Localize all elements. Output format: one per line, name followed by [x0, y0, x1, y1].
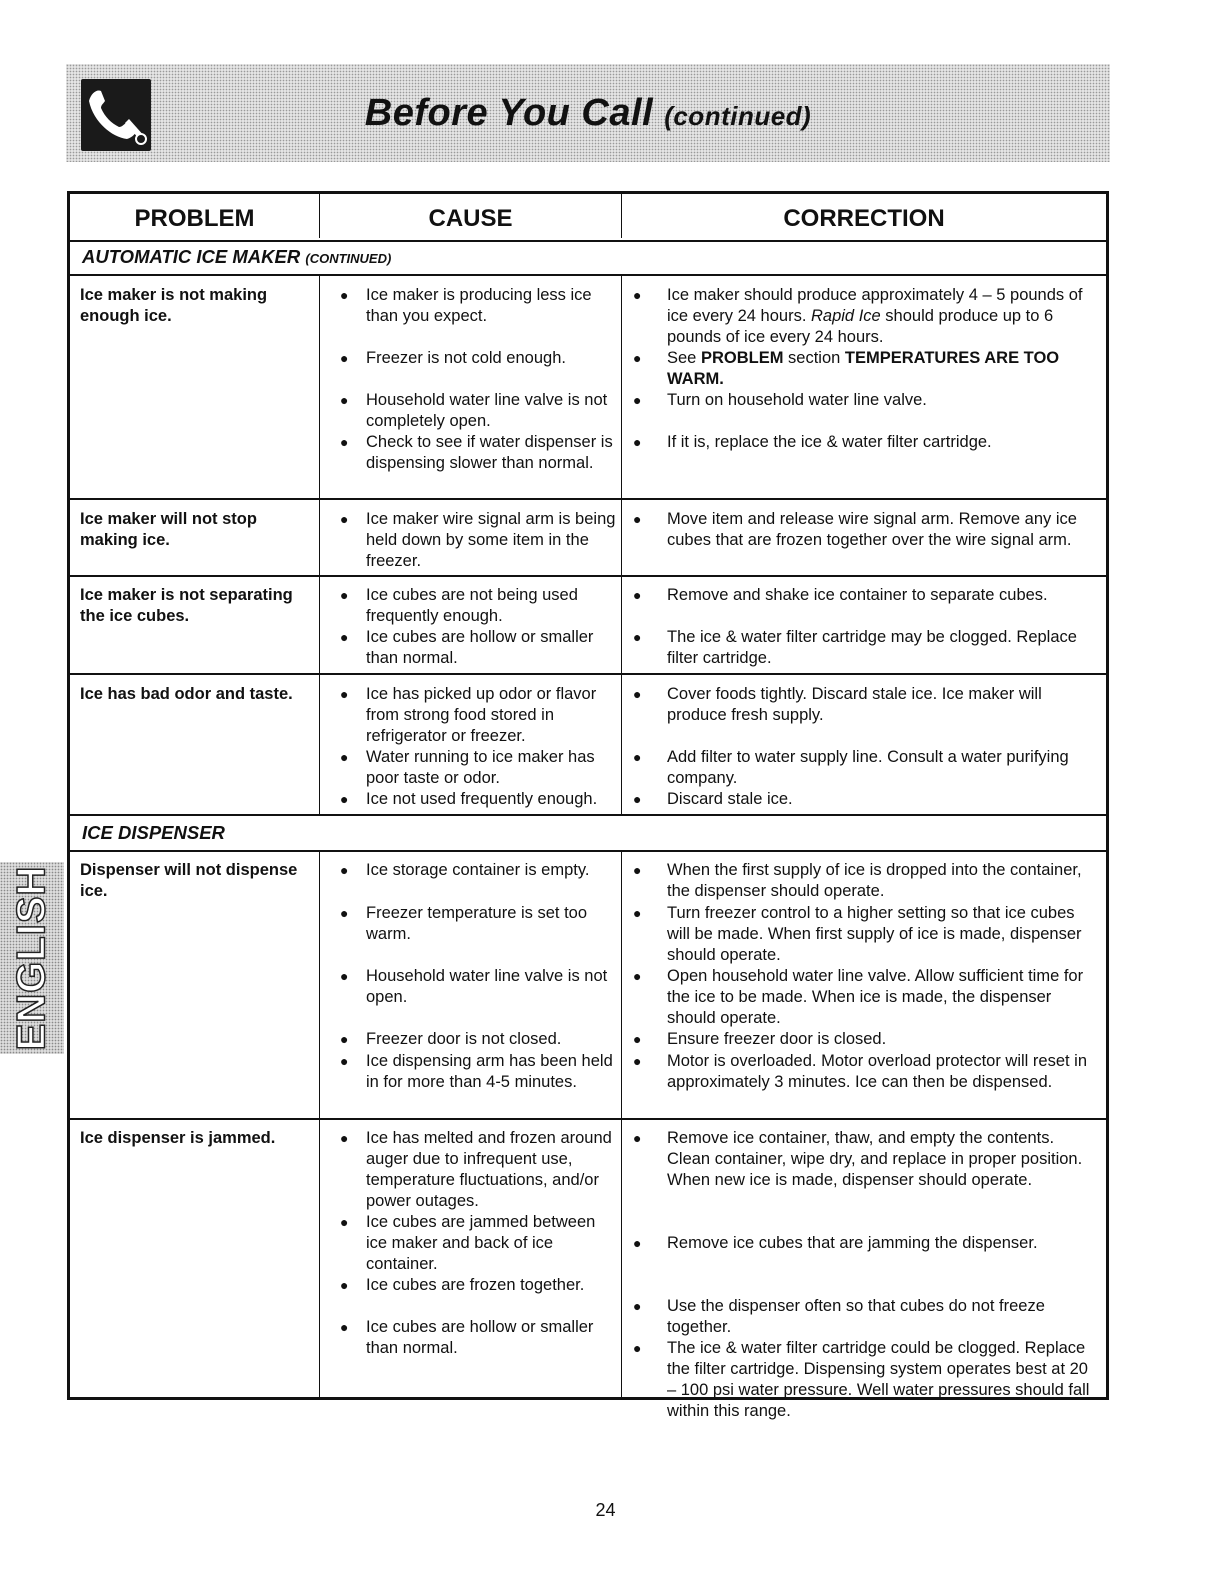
cause-text: Ice has melted and frozen around auger due to infrequent use, temperature fluctuations, and/or power outages. — [366, 1129, 612, 1210]
row-divider — [70, 1118, 1106, 1120]
language-tab — [0, 862, 64, 1054]
correction-text: Discard stale ice. — [667, 790, 793, 808]
column-divider — [319, 274, 320, 814]
language-tab-label: ENGLISH — [9, 865, 54, 1051]
cause-text: Water running to ice maker has poor taste or odor. — [366, 748, 595, 787]
section-row — [70, 240, 1106, 276]
page-number: 24 — [595, 1500, 616, 1520]
cause-text: Freezer temperature is set too warm. — [366, 904, 588, 943]
correction-text: Remove ice cubes that are jamming the dispenser. — [667, 1234, 1038, 1252]
column-divider — [621, 850, 622, 1400]
cause-text: Freezer door is not closed. — [366, 1030, 562, 1048]
section-title: ICE DISPENSER — [82, 822, 225, 843]
cause-text: Ice maker is producing less ice than you expect. — [366, 286, 592, 325]
correction-text: Turn on household water line valve. — [667, 391, 927, 409]
cause-text: Ice storage container is empty. — [366, 861, 590, 879]
problem-text: Ice dispenser is jammed. — [80, 1129, 276, 1147]
correction-text: Ice maker should produce approximately 4 – 5 pounds of ice every 24 hours. Rapid Ice should produce up to 6 pounds of ice every 24 hours. — [667, 286, 1083, 346]
troubleshooting-table: PROBLEM CAUSE CORRECTION AUTOMATIC ICE MAKER (CONTINUED) Ice maker is not making enough ice. ● Ice maker is producing less ice than you expect. ● Freezer is not cold enough. ● Household water line valve is not completely open. ● Check to see if water dispenser is dispensing slower than normal. ● Ice maker should produce approximately 4 – 5 pounds of ice every 24 hours. Rapid Ice should produce up to 6 pounds of ice every 24 hours. ● See PROBLEM section TEMPERATURES ARE TOO WARM. ● Turn on household water line valve. ● If it is, replace the ice & water filter cartridge. Ice maker will not stop making ice. ● Ice maker wire signal arm is being held down by some item in the freezer. ● Move item and release wire signal arm. Remove any ice cubes that are frozen together over the wire signal arm. Ice maker is not separating the ice cubes. ● Ice cubes are not being used frequently enough. ● Ice cubes are hollow or smaller than normal. ● Remove and shake ice container to separate cubes. ● The ice & water filter cartridge may be clogged. Replace filter cartridge. Ice has bad odor and taste. ● Ice has picked up odor or flavor from strong food stored in refrigerator or freezer. ● Water running to ice maker has poor taste or odor. ● Ice not used frequently enough. ● Cover foods tightly. Discard stale ice. Ice maker will produce fresh supply. ● Add filter to water supply line. Consult a water purifying company. ● Discard stale ice. ICE DISPENSER Dispenser will not dispense ice. ● Ice storage container is empty. ● Freezer temperature is set too warm. ● Household water line valve is not open. ● Freezer door is not closed. ● Ice dispensing arm has been held in for more than 4-5 minutes. ● When the first supply of ice is dropped into the container, the dispenser should operate. ● Turn freezer control to a higher setting so that ice cubes will be made. When first supply of ice is made, dispenser should operate. ● Open household water line valve. Allow sufficient time for the ice to be made. When ice is made, the dispenser should operate. ● Ensure freezer door is closed. ● Motor is overloaded. Motor overload protector will reset in approximately 3 minutes. Ice can then be dispensed. Ice dispenser is jammed. ● Ice has melted and frozen around auger due to infrequent use, temperature fluctuations, and/or power outages. ● Ice cubes are jammed between ice maker and back of ice container. ● Ice cubes are frozen together. ● Ice cubes are hollow or smaller than normal. ● Remove ice container, thaw, and empty the contents. Clean container, wipe dry, and replace in proper position. When new ice is made, dispenser should operate. ● Remove ice cubes that are jamming the dispenser. ● Use the dispenser often so that cubes do not freeze together. ● The ice & water filter cartridge could be clogged. Replace the filter cartridge. Dispensing system operates best at 20 – 100 psi water pressure. Well water pressures should fall within this range. — [67, 191, 1109, 1400]
page-subtitle: (continued) — [664, 101, 812, 131]
column-divider — [319, 850, 320, 1400]
correction-text: The ice & water filter cartridge may be clogged. Replace filter cartridge. — [667, 628, 1077, 667]
cause-text: Ice dispensing arm has been held in for more than 4-5 minutes. — [366, 1052, 613, 1091]
correction-text: Open household water line valve. Allow sufficient time for the ice to be made. When ice is made, the dispenser should operate. — [667, 967, 1084, 1027]
correction-text: Cover foods tightly. Discard stale ice. Ice maker will produce fresh supply. — [667, 685, 1042, 724]
correction-text: Remove ice container, thaw, and empty the contents. Clean container, wipe dry, and replace in proper position. When new ice is made, dispenser should operate. — [667, 1129, 1083, 1189]
correction-text: If it is, replace the ice & water filter cartridge. — [667, 433, 992, 451]
cause-text: Ice cubes are hollow or smaller than normal. — [366, 628, 594, 667]
correction-text: Ensure freezer door is closed. — [667, 1030, 887, 1048]
column-divider — [621, 274, 622, 814]
cause-text: Ice not used frequently enough. — [366, 790, 598, 808]
problem-text: Ice maker is not separating the ice cubes. — [80, 586, 293, 625]
cause-text: Ice cubes are frozen together. — [366, 1276, 585, 1294]
header-banner — [66, 64, 1110, 162]
cause-text: Ice cubes are jammed between ice maker and back of ice container. — [366, 1213, 596, 1273]
correction-header: CORRECTION — [783, 205, 945, 232]
row-divider — [70, 673, 1106, 675]
correction-text: Use the dispenser often so that cubes do not freeze together. — [667, 1297, 1045, 1336]
cause-text: Ice has picked up odor or flavor from strong food stored in refrigerator or freezer. — [366, 685, 597, 745]
cause-text: Freezer is not cold enough. — [366, 349, 566, 367]
problem-text: Dispenser will not dispense ice. — [80, 861, 298, 900]
correction-text: Motor is overloaded. Motor overload protector will reset in approximately 3 minutes. Ice can then be dispensed. — [667, 1052, 1088, 1091]
cause-text: Household water line valve is not open. — [366, 967, 608, 1006]
section-title: AUTOMATIC ICE MAKER (CONTINUED) — [82, 246, 392, 267]
cause-text: Ice cubes are not being used frequently enough. — [366, 586, 578, 625]
correction-text: When the first supply of ice is dropped into the container, the dispenser should operate. — [667, 861, 1082, 900]
problem-text: Ice maker is not making enough ice. — [80, 286, 268, 325]
cause-text: Check to see if water dispenser is dispensing slower than normal. — [366, 433, 613, 472]
correction-text: The ice & water filter cartridge could be clogged. Replace the filter cartridge. Dispensing system operates best at 20 – 100 psi water pressure. Well water pressures should fall within this range. — [667, 1339, 1090, 1420]
page-title: Before You Call (continued) — [364, 92, 812, 134]
correction-text: Move item and release wire signal arm. Remove any ice cubes that are frozen together over the wire signal arm. — [667, 510, 1077, 549]
problem-text: Ice maker will not stop making ice. — [80, 510, 257, 549]
cause-text: Ice cubes are hollow or smaller than normal. — [366, 1318, 594, 1357]
problem-text: Ice has bad odor and taste. — [80, 685, 293, 703]
problem-header: PROBLEM — [134, 205, 255, 232]
correction-text: See PROBLEM section TEMPERATURES ARE TOO WARM. — [667, 349, 1060, 388]
cause-header: CAUSE — [428, 205, 513, 232]
row-divider — [70, 575, 1106, 577]
section-row — [70, 816, 1106, 852]
correction-text: Remove and shake ice container to separate cubes. — [667, 586, 1048, 604]
cause-text: Household water line valve is not completely open. — [366, 391, 608, 430]
cause-text: Ice maker wire signal arm is being held down by some item in the freezer. — [366, 510, 616, 570]
correction-text: Turn freezer control to a higher setting so that ice cubes will be made. When first supply of ice is made, dispenser should operate. — [667, 904, 1082, 964]
table-header — [70, 194, 1106, 242]
correction-text: Add filter to water supply line. Consult a water purifying company. — [667, 748, 1069, 787]
row-divider — [70, 498, 1106, 500]
